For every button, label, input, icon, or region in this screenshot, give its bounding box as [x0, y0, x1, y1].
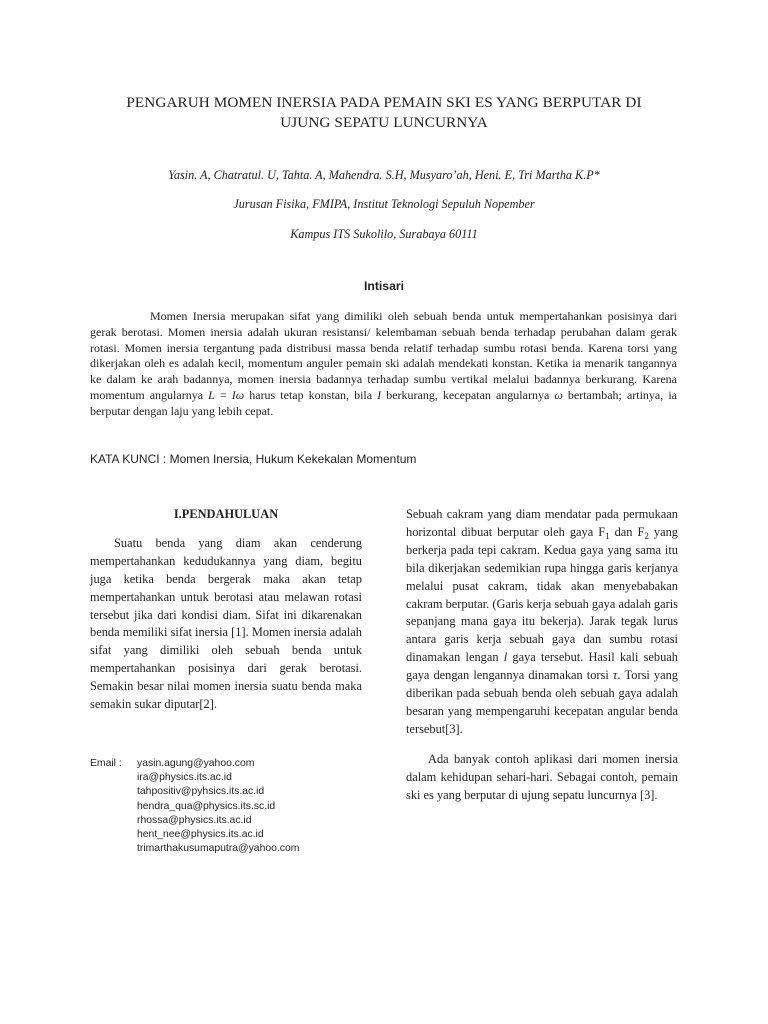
- abstract-text-end: bertambah; artinya, ia berputar dengan laju yang lebih cepat.: [90, 387, 677, 418]
- right-p1-text-c: yang berkerja pada tepi cakram. Kedua gaya yang sama itu bila dikerjakan sedemikian rupa hingga garis kerjanya melalui pusat cakram, tidak akan menyebabakan cakram berputar. (Garis kerja sebuah gaya adalah garis sepanjang mana gaya itu bekerja). Jarak tegak lurus antara garis kerja sebuah gaya dan sumbu rotasi dinamakan lengan: [406, 524, 678, 665]
- keywords-label: KATA KUNCI :: [90, 452, 167, 466]
- title-line-2: UJUNG SEPATU LUNCURNYA: [280, 114, 488, 131]
- email-address: rhossa@physics.its.ac.id: [137, 814, 252, 826]
- section-heading-introduction: I.PENDAHULUAN: [173, 507, 279, 521]
- email-address: hendra_qua@physics.its.sc.id: [137, 800, 276, 812]
- left-column: [90, 506, 362, 714]
- symbol-L: L: [208, 387, 215, 402]
- abstract-paragraph: [90, 309, 677, 420]
- symbol-I: I: [377, 387, 382, 402]
- title-line-1: PENGARUH MOMEN INERSIA PADA PEMAIN SKI ES YANG BERPUTAR DI: [126, 94, 642, 111]
- right-column: [406, 506, 678, 805]
- right-paragraph-1: [406, 506, 678, 739]
- abstract-text-main: Momen Inersia merupakan sifat yang dimiliki oleh sebuah benda untuk mempertahankan posisinya dari gerak berotasi. Momen inersia adalah ukuran resistansi/ kelembaman sebuah benda terhadap perubahan dalam gerak rotasi. Momen inersia tergantung pada distribusi massa benda relatif terhadap sumbu rotasi benda. Karena torsi yang dikerjakan oleh es adalah kecil, momentum anguler pemain ski adalah mendekati konstan. Ketika ia menarik tangannya ke dalam ke arah badannya, momen inersia badannya terhadap sumbu vertikal melalui badannya berkurang. Karena momentum angularnya: [90, 309, 677, 402]
- author-list: Yasin. A, Chatratul. U, Tahta. A, Mahendra. S.H, Musyaro’ah, Heni. E, Tri Martha K.P*: [168, 168, 600, 182]
- right-paragraph-2: Ada banyak contoh aplikasi dari momen inersia dalam kehidupan sehari-hari. Sebagai contoh, pemain ski es yang berputar di ujung sepatu luncurnya [3].: [406, 751, 678, 802]
- symbol-tau: τ: [612, 668, 618, 683]
- campus-address: Kampus ITS Sukolilo, Surabaya 60111: [290, 227, 478, 241]
- subscript-2: 2: [644, 530, 649, 541]
- paper-title: [70, 93, 698, 133]
- right-p1-text-b: dan F: [609, 524, 645, 539]
- abstract-body: [90, 309, 677, 420]
- intro-paragraph: Suatu benda yang diam akan cenderung mempertahankan kedudukannya yang diam, begitu juga ketika benda bergerak maka akan tetap mempertahankan untuk berotasi atau melawan rotasi tersebut jika dari kondisi diam. Sifat ini dikarenakan benda memiliki sifat inersia [1]. Momen inersia adalah sifat yang dimiliki oleh sebuah benda untuk mempertahankan posisinya dari gerak berotasi. Semakin besar nilai momen inersia suatu benda maka semakin sukar diputar[2].: [90, 535, 362, 712]
- symbol-l: l: [503, 650, 508, 665]
- subscript-1: 1: [605, 530, 610, 541]
- abstract-text-mid1: harus tetap konstan, bila: [244, 387, 378, 402]
- email-address: hent_nee@physics.its.ac.id: [137, 828, 264, 840]
- right-p1-text-e: . Torsi yang diberikan pada sebuah benda oleh sebuah gaya adalah besaran yang mempengaruhi kecepatan angular benda tersebut[3].: [406, 668, 679, 736]
- abstract-heading: Intisari: [364, 279, 404, 293]
- affiliation: Jurusan Fisika, FMIPA, Institut Teknologi Sepuluh Nopember: [233, 197, 535, 211]
- keywords-text: Momen Inersia, Hukum Kekekalan Momentum: [169, 452, 417, 466]
- right-p1-text-d: gaya tersebut. Hasil kali sebuah gaya dengan lengannya dinamakan torsi: [406, 650, 678, 683]
- keywords-line: [90, 452, 677, 466]
- equals-sign: =: [214, 387, 232, 402]
- email-address: ira@physics.its.ac.id: [137, 772, 232, 784]
- email-label: Email :: [90, 758, 122, 769]
- symbol-I-omega: Iω: [231, 387, 245, 402]
- email-list: [137, 757, 299, 856]
- right-p1-text-a: Sebuah cakram yang diam mendatar pada permukaan horizontal dibuat berputar oleh gaya F: [406, 507, 678, 539]
- abstract-text-mid2: berkurang, kecepatan angularnya: [381, 387, 555, 402]
- email-address: tahpositiv@pyhsics.its.ac.id: [137, 786, 265, 798]
- symbol-omega: ω: [554, 387, 563, 402]
- email-address: yasin.agung@yahoo.com: [137, 758, 255, 769]
- email-address: trimarthakusumaputra@yahoo.com: [137, 843, 300, 855]
